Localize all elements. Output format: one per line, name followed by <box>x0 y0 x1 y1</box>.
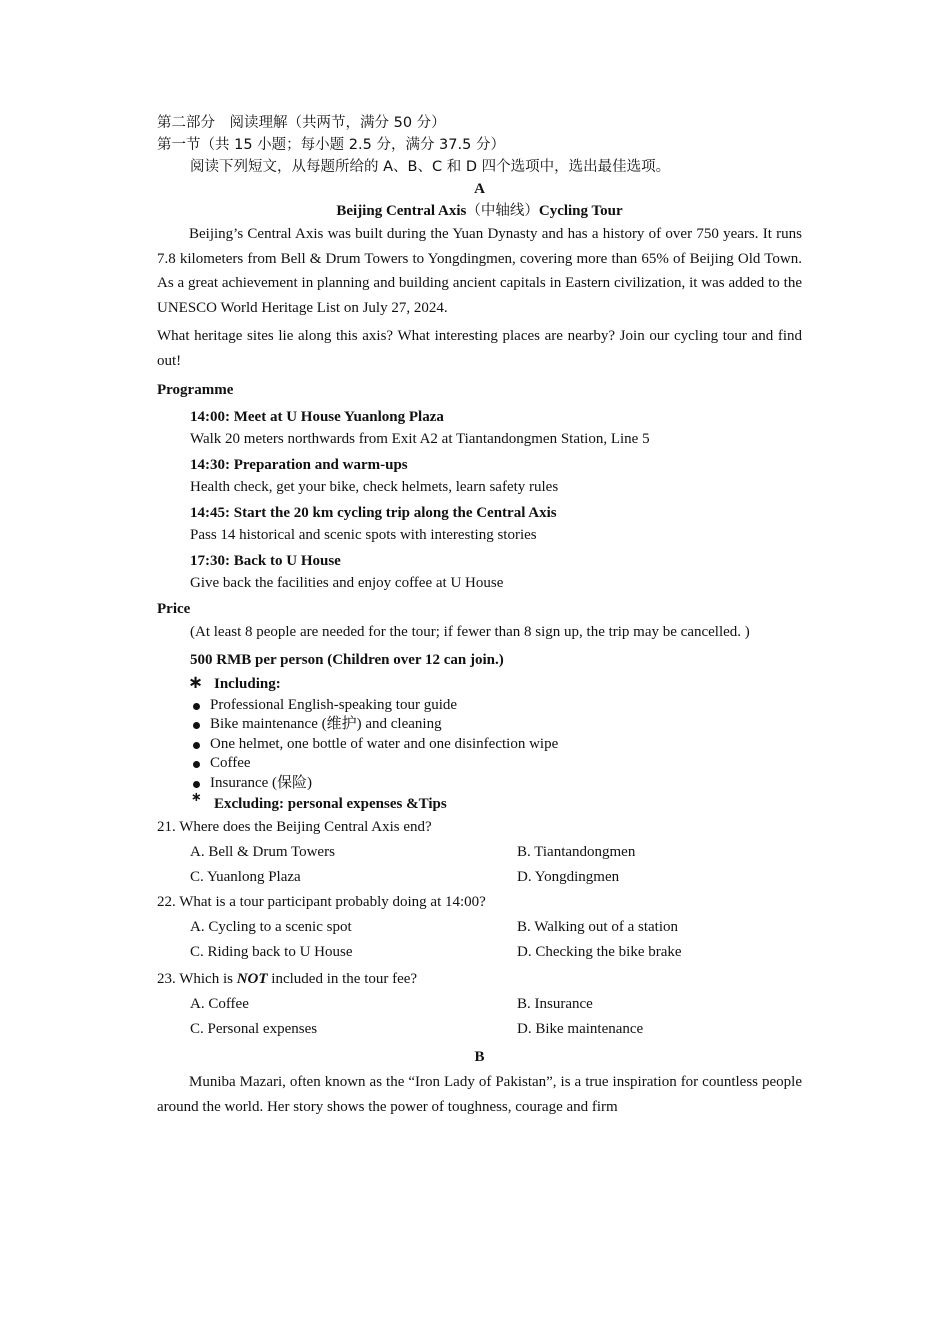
programme-item <box>157 502 802 546</box>
title-en-2: Cycling Tour <box>538 203 623 219</box>
option-c: C. Yuanlong Plaza <box>190 869 301 886</box>
instruction: 阅读下列短文，从每题所给的 A、B、C 和 D 四个选项中，选出最佳选项。 <box>190 159 671 175</box>
including-list <box>157 696 802 794</box>
bullet-icon <box>193 703 200 710</box>
excluding-label: Excluding: personal expenses &Tips <box>214 796 447 813</box>
options-row <box>157 865 802 890</box>
including-row <box>157 672 802 696</box>
list-item: Bike maintenance (维护) and cleaning <box>157 715 802 735</box>
list-item: Professional English-speaking tour guide <box>157 696 802 716</box>
section-heading: 第一节（共 15 小题；每小题 2.5 分，满分 37.5 分） <box>157 137 505 153</box>
passage-a-letter: A <box>474 181 485 197</box>
question-23: 23. Which is NOT included in the tour fee? <box>157 971 418 988</box>
price-line: 500 RMB per person (Children over 12 can join.) <box>190 651 504 668</box>
option-a: A. Coffee <box>190 996 249 1013</box>
bullet-icon <box>193 742 200 749</box>
bullet-icon <box>193 722 200 729</box>
options-row <box>157 915 802 940</box>
programme-description: Pass 14 historical and scenic spots with interesting stories <box>190 526 537 543</box>
passage-b-paragraph-1: Muniba Mazari, often known as the “Iron Lady of Pakistan”, is a true inspiration for countless people around the world. Her story shows the power of toughness, courage and firm <box>157 1074 802 1115</box>
programme-time-title: 17:30: Back to U House <box>190 552 341 569</box>
question-22: 22. What is a tour participant probably doing at 14:00? <box>157 894 486 911</box>
list-item: Coffee <box>157 754 802 774</box>
option-b: B. Tiantandongmen <box>517 844 636 861</box>
programme-item <box>157 406 802 450</box>
programme-item <box>157 550 802 594</box>
including-label: Including: <box>214 675 281 692</box>
programme-description: Health check, get your bike, check helmets, learn safety rules <box>190 478 559 495</box>
part-heading: 第二部分 阅读理解（共两节，满分 50 分） <box>157 115 446 131</box>
option-b: B. Insurance <box>517 996 593 1013</box>
passage-a-paragraph-2: What heritage sites lie along this axis? What interesting places are nearby? Join our cycling tour and find out! <box>157 328 802 369</box>
programme-item <box>157 454 802 498</box>
price-heading: Price <box>157 600 191 617</box>
title-en-1: Beijing Central Axis <box>336 203 467 219</box>
exam-page <box>157 112 802 1119</box>
list-item: One helmet, one bottle of water and one disinfection wipe <box>157 735 802 755</box>
option-c: C. Personal expenses <box>190 1021 318 1038</box>
programme-time-title: 14:45: Start the 20 km cycling trip along the Central Axis <box>190 504 557 521</box>
question-21: 21. Where does the Beijing Central Axis end? <box>157 819 432 836</box>
price-note: (At least 8 people are needed for the tour; if fewer than 8 sign up, the trip may be cancelled. ) <box>190 623 750 640</box>
programme-time-title: 14:00: Meet at U House Yuanlong Plaza <box>190 408 444 425</box>
programme-time-title: 14:30: Preparation and warm-ups <box>190 456 408 473</box>
option-d: D. Yongdingmen <box>517 869 620 886</box>
passage-a-paragraph-1: Beijing’s Central Axis was built during the Yuan Dynasty and has a history of over 750 years. It runs 7.8 kilometers from Bell & Drum Towers to Yongdingmen, covering more than 65% of Beijing Old Town. As a great achievement in planning and building ancient capitals in Eastern civilization, it was added to the UNESCO World Heritage List on July 27, 2024. <box>157 226 802 316</box>
options-row <box>157 1017 802 1042</box>
options-row <box>157 840 802 865</box>
option-d: D. Checking the bike brake <box>517 944 682 961</box>
asterisk-icon: ∗ <box>191 790 202 806</box>
programme-list <box>157 406 802 594</box>
option-a: A. Bell & Drum Towers <box>190 844 335 861</box>
option-b: B. Walking out of a station <box>517 919 679 936</box>
passage-a-title <box>157 200 802 222</box>
programme-description: Give back the facilities and enjoy coffee at U House <box>190 574 504 591</box>
option-d: D. Bike maintenance <box>517 1021 644 1038</box>
options-row <box>157 940 802 965</box>
bullet-icon <box>193 761 200 768</box>
option-a: A. Cycling to a scenic spot <box>190 919 352 936</box>
option-c: C. Riding back to U House <box>190 944 353 961</box>
options-row <box>157 992 802 1017</box>
asterisk-icon: ∗ <box>188 671 204 693</box>
passage-b-letter: B <box>474 1049 485 1066</box>
programme-heading: Programme <box>157 381 234 398</box>
excluding-row <box>157 790 802 815</box>
title-cn: （中轴线） <box>466 203 539 219</box>
programme-description: Walk 20 meters northwards from Exit A2 at Tiantandongmen Station, Line 5 <box>190 430 650 447</box>
list-item: Insurance (保险) <box>157 774 802 794</box>
